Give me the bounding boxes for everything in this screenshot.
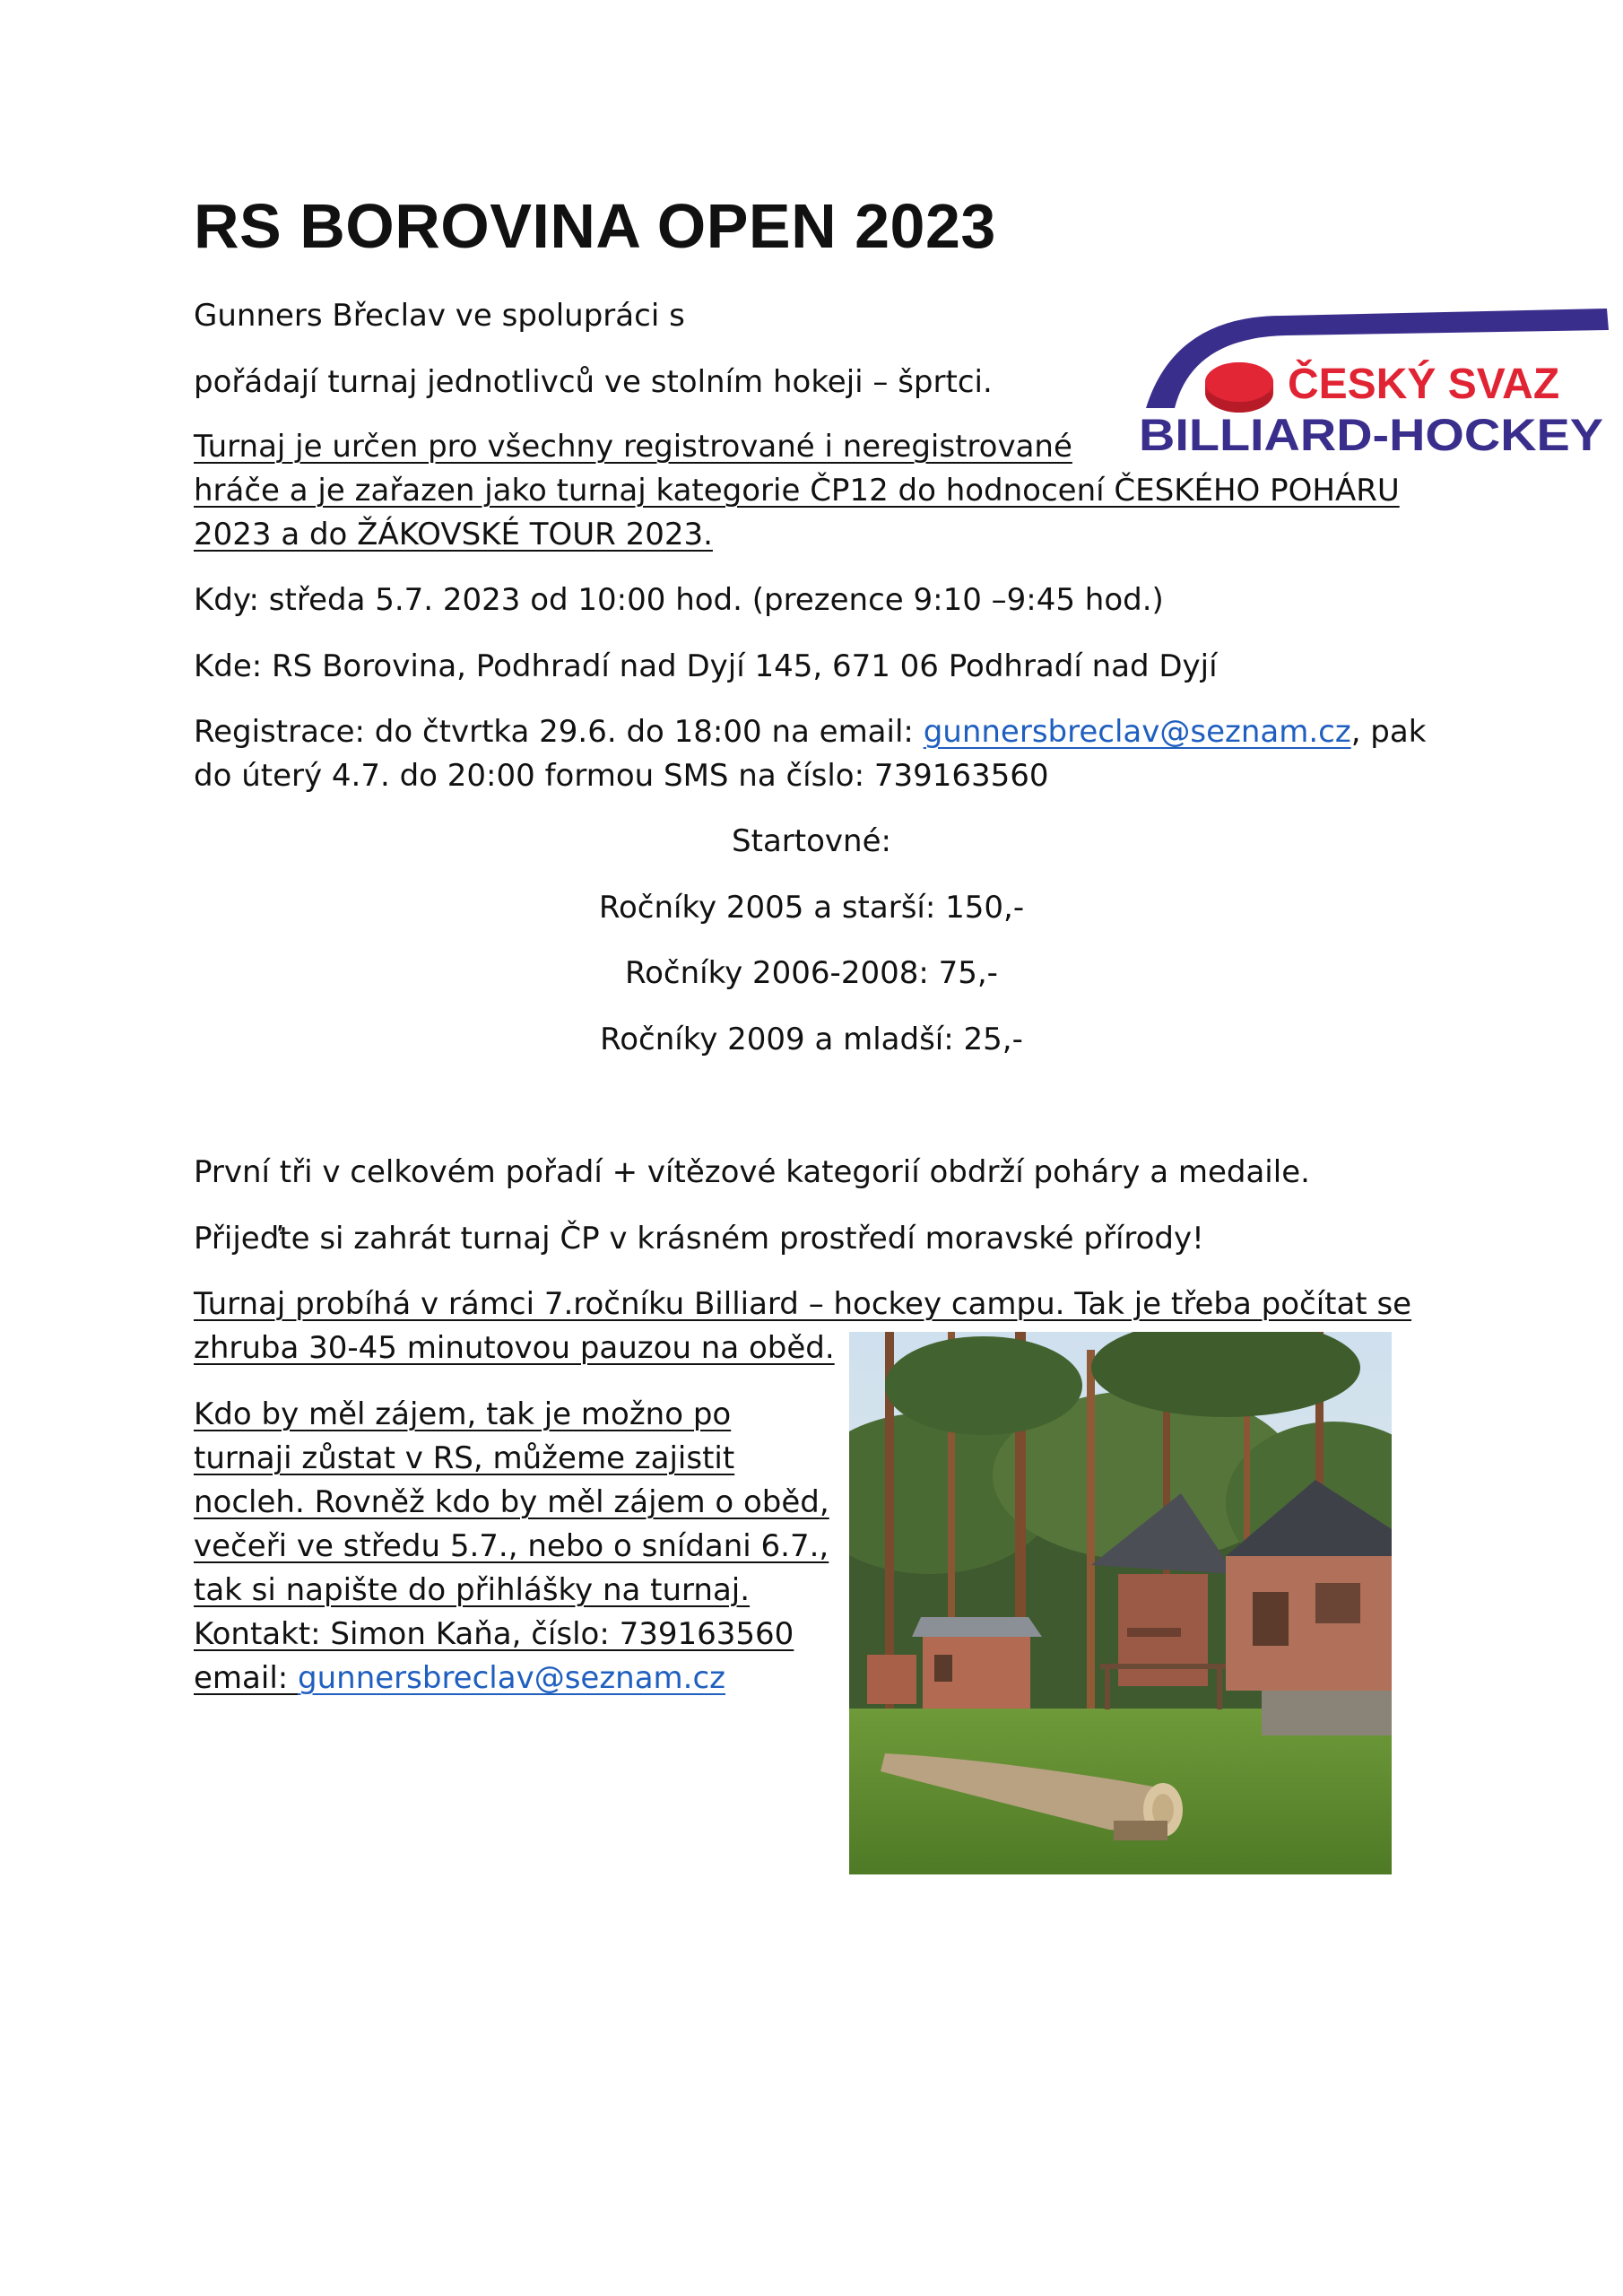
intro-line-2: pořádají turnaj jednotlivců ve stolním hokeji – šprtci. bbox=[194, 364, 993, 400]
intro-line-1: Gunners Břeclav ve spolupráci s bbox=[194, 298, 685, 334]
fee-item: Ročníky 2006-2008: 75,- bbox=[625, 955, 998, 991]
camp-line-2: zhruba 30-45 minutovou pauzou na oběd. bbox=[194, 1330, 835, 1366]
prizes-text: První tři v celkovém pořadí + vítězové kategorií obdrží poháry a medaile. bbox=[194, 1154, 1310, 1190]
contact-email-line bbox=[194, 1657, 725, 1700]
fee-item: Ročníky 2005 a starší: 150,- bbox=[598, 890, 1025, 926]
fee-item: Ročníky 2009 a mladší: 25,- bbox=[600, 1022, 1023, 1057]
contact-email-link[interactable]: gunnersbreclav@seznam.cz bbox=[298, 1660, 726, 1696]
cesky-svaz-logo bbox=[1139, 296, 1614, 475]
fees-heading: Startovné: bbox=[732, 823, 891, 859]
eligibility-line-2: hráče a je zařazen jako turnaj kategorie ČP12 do hodnocení ČESKÉHO POHÁRU bbox=[194, 473, 1400, 509]
stay-line: večeři ve středu 5.7., nebo o snídani 6.7., bbox=[194, 1528, 829, 1564]
registration-line-2: do úterý 4.7. do 20:00 formou SMS na číslo: 739163560 bbox=[194, 758, 1049, 794]
stay-line: Kdo by měl zájem, tak je možno po bbox=[194, 1396, 732, 1432]
eligibility-line-1: Turnaj je určen pro všechny registrované i neregistrované bbox=[194, 429, 1072, 465]
contact-line: Kontakt: Simon Kaňa, číslo: 739163560 bbox=[194, 1616, 794, 1652]
invite-text: Přijeďte si zahrát turnaj ČP v krásném prostředí moravské přírody! bbox=[194, 1221, 1204, 1257]
campsite-photo bbox=[849, 1332, 1392, 1874]
logo-text-line2: BILLIARD-HOCKEY bbox=[1139, 410, 1603, 460]
logo-text-line1: ČESKÝ SVAZ bbox=[1288, 361, 1560, 408]
registration-line-1 bbox=[194, 710, 1426, 754]
camp-line-1: Turnaj probíhá v rámci 7.ročníku Billiard – hockey campu. Tak je třeba počítat se bbox=[194, 1286, 1412, 1322]
stay-line: tak si napište do přihlášky na turnaj. bbox=[194, 1572, 751, 1608]
registration-suffix: , pak bbox=[1350, 714, 1427, 750]
registration-email-link[interactable]: gunnersbreclav@seznam.cz bbox=[923, 714, 1351, 750]
page-title: RS BOROVINA OPEN 2023 bbox=[194, 191, 996, 261]
when-text: Kdy: středa 5.7. 2023 od 10:00 hod. (prezence 9:10 –9:45 hod.) bbox=[194, 582, 1164, 618]
registration-prefix: Registrace: do čtvrtka 29.6. do 18:00 na email: bbox=[194, 714, 924, 750]
stay-line: nocleh. Rovněž kdo by měl zájem o oběd, bbox=[194, 1484, 829, 1520]
eligibility-line-3: 2023 a do ŽÁKOVSKÉ TOUR 2023. bbox=[194, 517, 713, 552]
stay-line: turnaji zůstat v RS, můžeme zajistit bbox=[194, 1440, 735, 1476]
contact-email-label: email: bbox=[194, 1660, 299, 1696]
where-text: Kde: RS Borovina, Podhradí nad Dyjí 145, 671 06 Podhradí nad Dyjí bbox=[194, 648, 1218, 684]
